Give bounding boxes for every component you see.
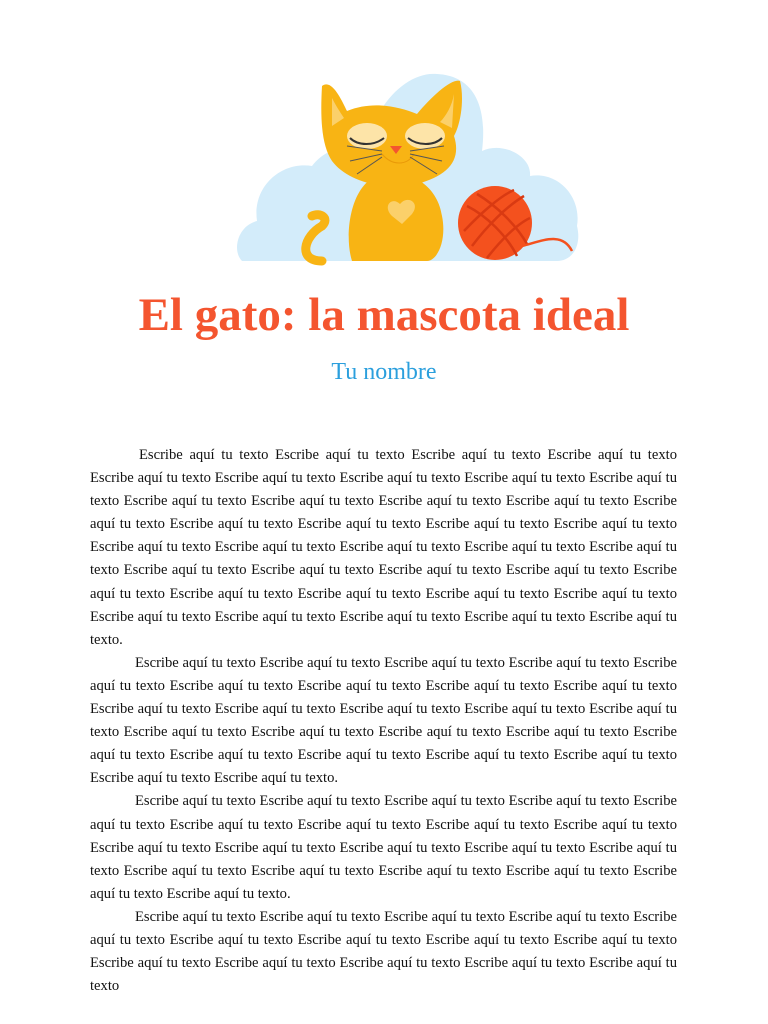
body-paragraph: Escribe aquí tu texto Escribe aquí tu texto Escribe aquí tu texto Escribe aquí tu texto Escribe aquí tu texto Escribe aquí tu texto Escribe aquí tu texto Escribe aquí tu texto Escribe aquí tu texto Escribe aquí tu texto Escribe aquí tu texto Escribe aquí tu texto Escribe aquí tu texto Escribe aquí tu texto Escribe aquí tu texto Escribe aquí tu texto Escribe aquí tu texto Escribe aquí tu texto Escribe aquí tu texto Escribe aquí tu texto.	[90, 793, 677, 902]
cat-with-yarn-illustration	[232, 66, 584, 266]
document-body	[90, 444, 677, 998]
body-paragraph: Escribe aquí tu texto Escribe aquí tu texto Escribe aquí tu texto Escribe aquí tu texto Escribe aquí tu texto Escribe aquí tu texto Escribe aquí tu texto Escribe aquí tu texto Escribe aquí tu texto Escribe aquí tu texto Escribe aquí tu texto Escribe aquí tu texto Escribe aquí tu texto Escribe aquí tu texto Escribe aquí tu texto Escribe aquí tu texto Escribe aquí tu texto Escribe aquí tu texto Escribe aquí tu texto Escribe aquí tu texto Escribe aquí tu texto Escribe aquí tu texto Escribe aquí tu texto Escribe aquí tu texto Escribe aquí tu texto Escribe aquí tu texto Escribe aquí tu texto Escribe aquí tu texto Escribe aquí tu texto Escribe aquí tu texto Escribe aquí tu texto Escribe aquí tu texto Escribe aquí tu texto Escribe aquí tu texto Escribe aquí tu texto Escribe aquí tu texto Escribe aquí tu texto.	[90, 447, 677, 648]
body-paragraph: Escribe aquí tu texto Escribe aquí tu texto Escribe aquí tu texto Escribe aquí tu texto Escribe aquí tu texto Escribe aquí tu texto Escribe aquí tu texto Escribe aquí tu texto Escribe aquí tu texto Escribe aquí tu texto Escribe aquí tu texto Escribe aquí tu texto Escribe aquí tu texto Escribe aquí tu texto	[90, 908, 677, 995]
body-paragraph: Escribe aquí tu texto Escribe aquí tu texto Escribe aquí tu texto Escribe aquí tu texto Escribe aquí tu texto Escribe aquí tu texto Escribe aquí tu texto Escribe aquí tu texto Escribe aquí tu texto Escribe aquí tu texto Escribe aquí tu texto Escribe aquí tu texto Escribe aquí tu texto Escribe aquí tu texto Escribe aquí tu texto Escribe aquí tu texto Escribe aquí tu texto Escribe aquí tu texto Escribe aquí tu texto Escribe aquí tu texto Escribe aquí tu texto Escribe aquí tu texto Escribe aquí tu texto Escribe aquí tu texto Escribe aquí tu texto.	[90, 654, 677, 787]
document-title: El gato: la mascota ideal	[138, 289, 630, 341]
author-name: Tu nombre	[331, 359, 437, 385]
